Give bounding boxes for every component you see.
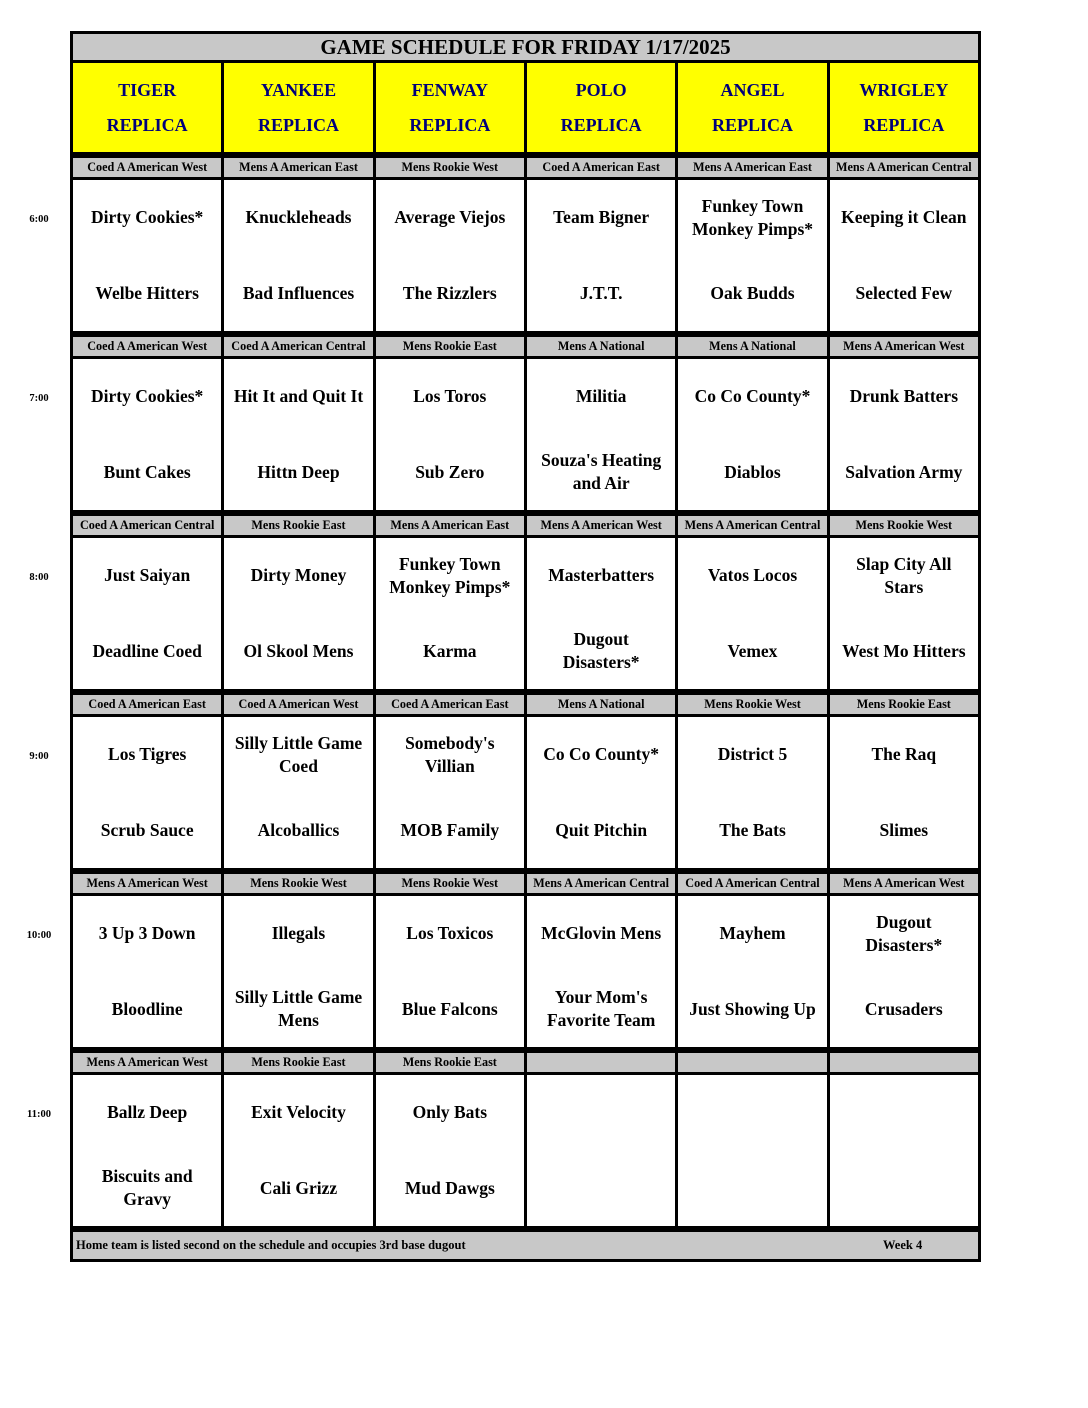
away-team: Average Viejos — [394, 207, 506, 228]
away-team: Dirty Cookies* — [91, 386, 204, 407]
division-row — [70, 155, 981, 177]
game-cell — [527, 180, 675, 331]
game-cell — [830, 359, 978, 510]
home-team — [678, 1151, 826, 1227]
division-label: Mens A American West — [73, 874, 221, 893]
home-team: J.T.T. — [579, 282, 623, 303]
home-team: Slimes — [879, 819, 929, 840]
home-team: Ol Skool Mens — [243, 640, 354, 661]
field-header-wrigley — [830, 63, 978, 152]
division-label: Mens A National — [527, 337, 675, 356]
away-team: Los Tigres — [108, 744, 187, 765]
away-team: Slap City All Stars — [856, 553, 952, 597]
game-cell — [73, 180, 221, 331]
game-cell — [224, 180, 372, 331]
home-team: Hittn Deep — [257, 461, 340, 482]
home-team: Welbe Hitters — [95, 282, 199, 303]
home-team-note: Home team is listed second on the schedule and occupies 3rd base dugout — [76, 1238, 466, 1252]
home-team: The Bats — [719, 819, 786, 840]
division-label: Coed A American East — [376, 695, 524, 714]
away-team: Just Saiyan — [104, 565, 191, 586]
division-label: Mens Rookie East — [224, 1053, 372, 1072]
division-label — [527, 1053, 675, 1072]
away-team: 3 Up 3 Down — [98, 923, 196, 944]
time-slot-row — [26, 893, 981, 1050]
time-label: 9:00 — [29, 751, 49, 762]
game-cell — [527, 1075, 675, 1226]
away-team: Vatos Locos — [707, 565, 798, 586]
home-team: Oak Budds — [710, 282, 795, 303]
away-team: Hit It and Quit It — [233, 386, 364, 407]
field-sub: REPLICA — [560, 114, 642, 135]
away-team: Keeping it Clean — [841, 207, 967, 228]
home-team: Your Mom's Favorite Team — [546, 987, 656, 1031]
home-team: Crusaders — [864, 998, 943, 1019]
home-team: Souza's Heating and Air — [541, 450, 662, 494]
home-team: Diablos — [724, 461, 781, 482]
away-team: Dugout Disasters* — [865, 911, 943, 955]
game-cell — [830, 896, 978, 1047]
game-cell — [376, 180, 524, 331]
home-team: Deadline Coed — [92, 640, 202, 661]
away-team: Drunk Batters — [849, 386, 959, 407]
away-team: Team Bigner — [553, 207, 650, 228]
away-team — [830, 1075, 978, 1151]
game-cell — [224, 1075, 372, 1226]
away-team: Knuckleheads — [245, 207, 352, 228]
game-cell — [224, 538, 372, 689]
division-label: Mens Rookie West — [376, 874, 524, 893]
field-header-row — [70, 63, 981, 155]
away-team: Somebody's Villian — [405, 732, 495, 776]
field-name: FENWAY — [411, 79, 488, 100]
game-cell — [678, 359, 826, 510]
game-cell — [527, 896, 675, 1047]
away-team: Dirty Money — [250, 565, 347, 586]
time-slot-row — [29, 714, 981, 871]
field-name: ANGEL — [720, 79, 785, 100]
home-team: Just Showing Up — [689, 998, 816, 1019]
away-team: Militia — [575, 386, 627, 407]
away-team: Exit Velocity — [251, 1102, 346, 1123]
division-label: Mens Rookie West — [224, 874, 372, 893]
game-cell — [830, 180, 978, 331]
division-label: Mens A American West — [73, 1053, 221, 1072]
away-team: Co Co County* — [694, 386, 811, 407]
division-row — [70, 692, 981, 714]
division-row — [70, 871, 981, 893]
game-cell — [376, 1075, 524, 1226]
game-cell — [678, 1075, 826, 1226]
away-team: Silly Little Game Coed — [234, 732, 363, 776]
division-label: Mens Rookie East — [376, 1053, 524, 1072]
division-label: Mens A American East — [678, 158, 826, 177]
away-team: Only Bats — [412, 1102, 488, 1123]
game-cell — [527, 359, 675, 510]
division-label: Coed A American East — [527, 158, 675, 177]
field-sub: REPLICA — [711, 114, 793, 135]
home-team: Dugout Disasters* — [562, 629, 640, 673]
division-label: Coed A American Central — [73, 516, 221, 535]
division-label: Mens A American Central — [678, 516, 826, 535]
game-cell — [678, 180, 826, 331]
game-cell — [224, 717, 372, 868]
time-slot-row — [29, 177, 981, 334]
home-team: Scrub Sauce — [100, 819, 194, 840]
game-cell — [678, 896, 826, 1047]
field-sub: REPLICA — [257, 114, 339, 135]
game-cell — [678, 717, 826, 868]
game-cell — [830, 538, 978, 689]
home-team: Karma — [423, 640, 477, 661]
game-cell — [376, 896, 524, 1047]
division-label: Mens A National — [678, 337, 826, 356]
division-label: Mens Rookie West — [830, 516, 978, 535]
home-team: Quit Pitchin — [555, 819, 648, 840]
game-cell — [376, 359, 524, 510]
week-label: Week 4 — [883, 1238, 923, 1252]
game-cell — [376, 538, 524, 689]
field-header-angel — [678, 63, 826, 152]
away-team: Funkey Town Monkey Pimps* — [691, 195, 814, 239]
game-cell — [830, 1075, 978, 1226]
division-label: Coed A American West — [224, 695, 372, 714]
division-label: Mens Rookie East — [224, 516, 372, 535]
home-team — [830, 1151, 978, 1227]
division-row — [70, 1050, 981, 1072]
home-team: MOB Family — [400, 819, 500, 840]
division-label: Coed A American West — [73, 158, 221, 177]
game-cell — [73, 896, 221, 1047]
home-team: Silly Little Game Mens — [234, 987, 363, 1031]
division-label: Mens A American West — [830, 337, 978, 356]
home-team: The Rizzlers — [402, 282, 497, 303]
division-label: Mens A American West — [830, 874, 978, 893]
division-label: Mens A American East — [224, 158, 372, 177]
division-label: Coed A American East — [73, 695, 221, 714]
division-label: Mens Rookie East — [830, 695, 978, 714]
away-team: Los Toros — [413, 386, 487, 407]
away-team: Dirty Cookies* — [91, 207, 204, 228]
field-sub: REPLICA — [863, 114, 945, 135]
time-label: 7:00 — [29, 393, 49, 404]
away-team: Co Co County* — [543, 744, 660, 765]
field-name: YANKEE — [260, 79, 337, 100]
away-team: The Raq — [871, 744, 937, 765]
time-label: 6:00 — [29, 214, 49, 225]
away-team: District 5 — [717, 744, 788, 765]
field-name: TIGER — [118, 79, 177, 100]
field-header-polo — [527, 63, 675, 152]
division-label: Mens A American Central — [527, 874, 675, 893]
time-label: 11:00 — [27, 1109, 51, 1120]
home-team: Vemex — [727, 640, 778, 661]
home-team: Bunt Cakes — [103, 461, 191, 482]
time-slots — [26, 155, 981, 1229]
game-cell — [73, 538, 221, 689]
game-cell — [73, 717, 221, 868]
time-slot-row — [27, 1072, 981, 1229]
division-label: Mens Rookie West — [678, 695, 826, 714]
schedule-title: GAME SCHEDULE FOR FRIDAY 1/17/2025 — [70, 31, 981, 63]
division-row — [70, 513, 981, 535]
game-cell — [527, 717, 675, 868]
game-cell — [224, 359, 372, 510]
division-label: Mens A American West — [527, 516, 675, 535]
division-label: Coed A American Central — [678, 874, 826, 893]
away-team: McGlovin Mens — [541, 923, 662, 944]
away-team: Mayhem — [719, 923, 786, 944]
home-team — [527, 1151, 675, 1227]
division-label: Coed A American Central — [224, 337, 372, 356]
division-label: Mens Rookie West — [376, 158, 524, 177]
away-team: Masterbatters — [548, 565, 655, 586]
game-cell — [678, 538, 826, 689]
division-label: Coed A American West — [73, 337, 221, 356]
field-name: POLO — [575, 79, 627, 100]
home-team: Salvation Army — [845, 461, 963, 482]
time-label: 8:00 — [29, 572, 49, 583]
home-team: Blue Falcons — [401, 998, 498, 1019]
home-team: Cali Grizz — [259, 1177, 338, 1198]
division-label: Mens A National — [527, 695, 675, 714]
home-team: Bad Influences — [242, 282, 355, 303]
division-row — [70, 334, 981, 356]
away-team: Ballz Deep — [107, 1102, 188, 1123]
field-name: WRIGLEY — [859, 79, 949, 100]
game-cell — [376, 717, 524, 868]
game-cell — [73, 359, 221, 510]
schedule-footer — [70, 1229, 981, 1262]
schedule-sheet — [26, 31, 981, 1262]
home-team: Alcoballics — [257, 819, 340, 840]
away-team — [678, 1075, 826, 1151]
field-sub: REPLICA — [106, 114, 188, 135]
game-cell — [73, 1075, 221, 1226]
time-slot-row — [29, 535, 981, 692]
away-team — [527, 1075, 675, 1151]
game-cell — [830, 717, 978, 868]
field-header-fenway — [376, 63, 524, 152]
home-team: West Mo Hitters — [842, 640, 966, 661]
field-header-yankee — [224, 63, 372, 152]
home-team: Mud Dawgs — [404, 1177, 495, 1198]
away-team: Funkey Town Monkey Pimps* — [389, 553, 511, 597]
home-team: Bloodline — [111, 998, 183, 1019]
away-team: Los Toxicos — [406, 923, 494, 944]
field-sub: REPLICA — [409, 114, 491, 135]
field-header-tiger — [73, 63, 221, 152]
division-label — [830, 1053, 978, 1072]
time-label: 10:00 — [26, 930, 52, 941]
division-label: Mens A American East — [376, 516, 524, 535]
game-cell — [224, 896, 372, 1047]
home-team: Sub Zero — [415, 461, 485, 482]
time-slot-row — [29, 356, 981, 513]
division-label: Mens Rookie East — [376, 337, 524, 356]
home-team: Selected Few — [855, 282, 953, 303]
game-cell — [527, 538, 675, 689]
away-team: Illegals — [271, 923, 326, 944]
division-label: Mens A American Central — [830, 158, 978, 177]
home-team: Biscuits and Gravy — [101, 1166, 193, 1210]
division-label — [678, 1053, 826, 1072]
